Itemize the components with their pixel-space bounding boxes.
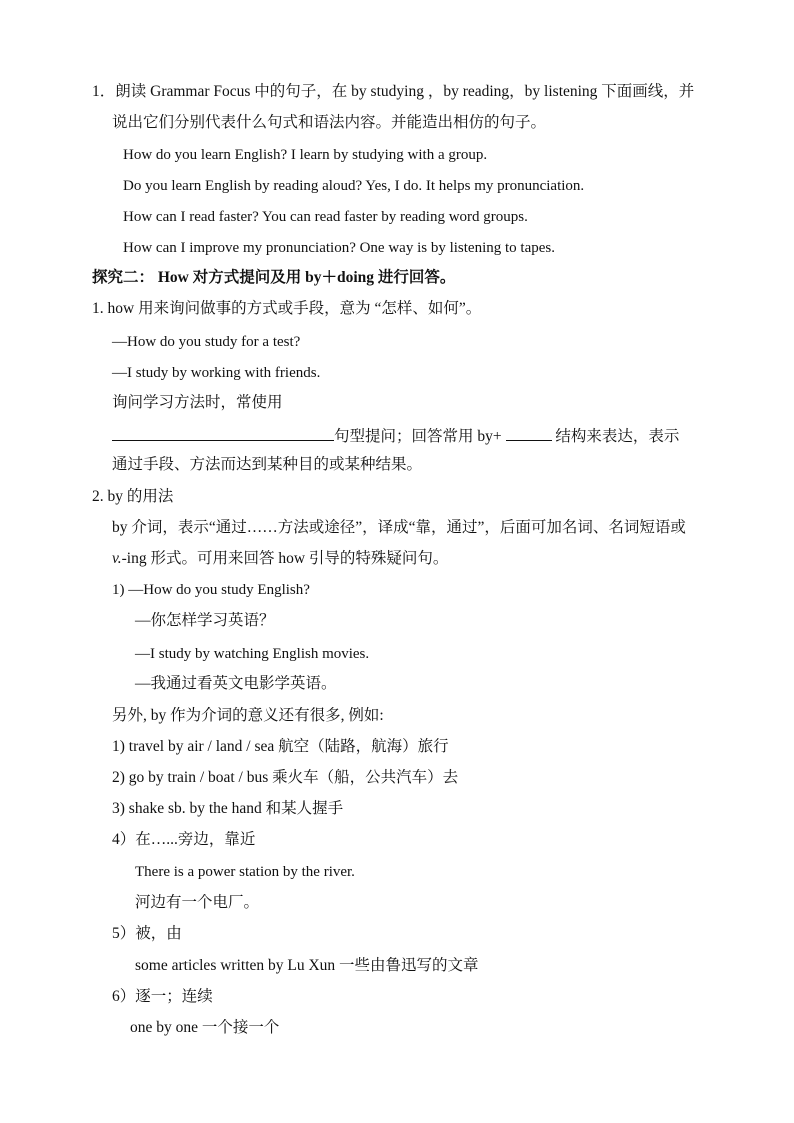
- example1-question-cn: —你怎样学习英语？: [135, 612, 275, 629]
- item1-instruction-line1: 1．朗读 Grammar Focus 中的句子，在 by studying ，by reading，by listening 下面画线，并: [92, 83, 695, 100]
- by-usage-heading: 2. by 的用法: [92, 488, 174, 505]
- verb-abbrev: v.: [112, 550, 122, 567]
- answer-blank-1[interactable]: [112, 424, 334, 441]
- meaning-6: 6）逐一；连续: [112, 988, 213, 1005]
- example1-answer-cn: —我通过看英文电影学英语。: [135, 675, 337, 692]
- meaning-6-example: one by one 一个接一个: [130, 1019, 280, 1036]
- meaning-5: 5）被，由: [112, 925, 182, 942]
- dialogue-question: —How do you study for a test?: [112, 334, 301, 350]
- meaning-4-example: There is a power station by the river.: [135, 864, 355, 880]
- by-definition-line2: [112, 549, 448, 569]
- example1-answer: —I study by watching English movies.: [135, 646, 370, 662]
- section-two-heading: 探究二： How 对方式提问及用 by＋doing 进行回答。: [92, 269, 456, 286]
- fill-mid-text: 句型提问；回答常用 by+: [334, 428, 506, 445]
- meaning-1: 1) travel by air / land / sea 航空（陆路，航海）旅行: [112, 738, 449, 755]
- example1-question: 1) —How do you study English?: [112, 582, 310, 598]
- fill-end-text: 结构来表达，表示: [551, 428, 680, 445]
- meaning-4: 4）在…...旁边，靠近: [112, 831, 256, 848]
- example-sentence-3: How can I read faster? You can read faster by reading word groups.: [123, 209, 528, 225]
- answer-blank-2[interactable]: [506, 424, 552, 441]
- example-sentence-2: Do you learn English by reading aloud? Yes, I do. It helps my pronunciation.: [123, 178, 585, 194]
- other-meanings-intro: 另外, by 作为介词的意义还有很多, 例如:: [112, 707, 384, 724]
- example-sentence-1: How do you learn English? I learn by studying with a group.: [123, 147, 488, 163]
- how-usage-point: 1. how 用来询问做事的方式或手段，意为 “怎样、如何”。: [92, 300, 482, 317]
- example-sentence-4: How can I improve my pronunciation? One way is by listening to tapes.: [123, 240, 555, 256]
- fill-line-continuation: 通过手段、方法而达到某种目的或某种结果。: [112, 456, 423, 473]
- by-definition-line1: by 介词，表示“通过……方法或途径”，译成“靠，通过”，后面可加名词、名词短语或: [112, 519, 686, 536]
- ask-method-text: 询问学习方法时，常使用: [112, 394, 283, 411]
- meaning-5-example: some articles written by Lu Xun 一些由鲁迅写的文章: [135, 957, 479, 974]
- dialogue-answer: —I study by working with friends.: [112, 365, 321, 381]
- meaning-3: 3) shake sb. by the hand 和某人握手: [112, 800, 344, 817]
- meaning-4-translation: 河边有一个电厂。: [135, 894, 260, 911]
- meaning-2: 2) go by train / boat / bus 乘火车（船，公共汽车）去: [112, 769, 459, 786]
- by-definition-rest: -ing 形式。可用来回答 how 引导的特殊疑问句。: [121, 550, 449, 567]
- item1-instruction-line2: 说出它们分别代表什么句式和语法内容。并能造出相仿的句子。: [112, 114, 547, 131]
- fill-in-line: [112, 424, 679, 447]
